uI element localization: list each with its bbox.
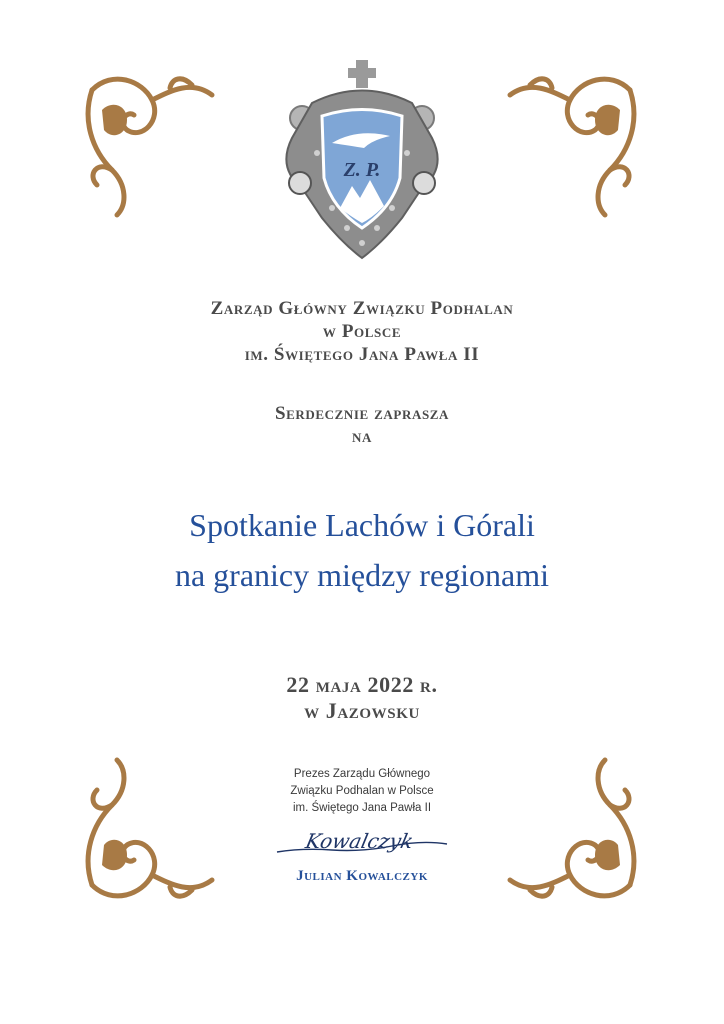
signatory-name: Julian Kowalczyk [296,868,428,884]
event-title-line-2: na granicy między regionami [174,557,550,593]
event-title-line-1: Spotkanie Lachów i Górali [189,507,535,543]
organization-name-line-3: im. Świętego Jana Pawła II [244,344,480,365]
signature-scribble: Kowalczyk [303,829,416,853]
organization-name-line-2: w Polsce [322,321,402,342]
invitation-line-2: na [352,426,372,447]
handwritten-signature-icon [272,820,452,868]
corner-ornament-top-left-icon [72,60,222,220]
signatory-role-line-3: im. Świętego Jana Pawła II [292,802,432,814]
corner-ornament-top-right-icon [500,60,650,220]
event-date: 22 maja 2022 r. [286,672,438,697]
signatory-role-line-1: Prezes Zarządu Głównego [293,768,431,780]
organization-name-line-1: Zarząd Główny Związku Podhalan [210,298,514,319]
invitation-line-1: Serdecznie zaprasza [274,403,450,424]
crest-monogram: Z. P. [343,159,381,181]
signatory-role-line-2: Związku Podhalan w Polsce [290,785,434,797]
highlander-crest-icon [272,58,452,263]
event-place: w Jazowsku [304,698,420,723]
